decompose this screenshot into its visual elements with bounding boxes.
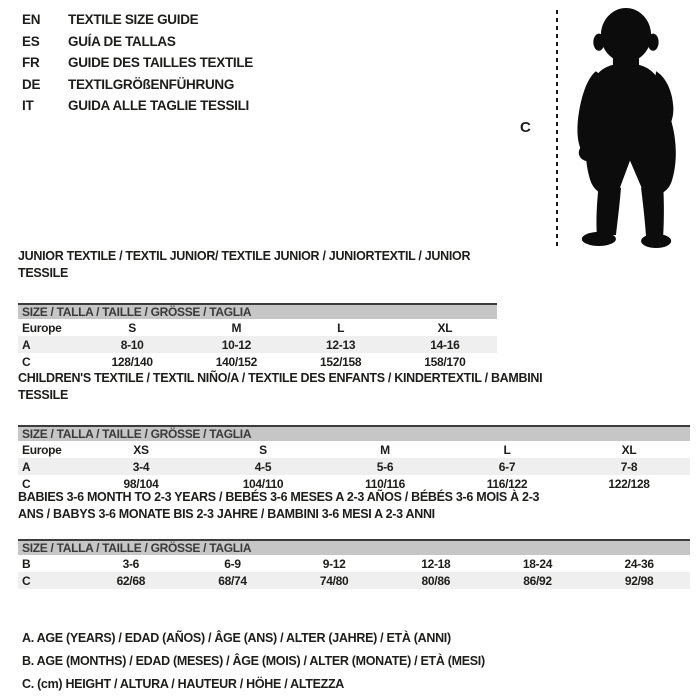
size-table [18, 555, 690, 589]
size-cell: 24-36 [624, 556, 654, 571]
row-label: Europe [22, 442, 62, 457]
language-label: GUÍA DE TALLAS [68, 33, 176, 49]
size-cell: 18-24 [522, 556, 553, 571]
size-cell: 122/128 [608, 476, 650, 491]
table-row [18, 319, 497, 336]
size-cell: 14-16 [430, 337, 460, 352]
language-row [22, 52, 253, 74]
language-row [22, 9, 253, 31]
size-cell: L [503, 442, 511, 457]
size-cell: 158/170 [424, 354, 466, 369]
size-cell: XL [437, 320, 453, 335]
size-cell: M [380, 442, 390, 457]
language-row [22, 31, 253, 53]
size-cell: 6-7 [498, 459, 516, 474]
language-code: ES [22, 33, 40, 49]
row-label: A [22, 459, 31, 474]
toddler-silhouette-icon [565, 5, 697, 248]
size-cell: 74/80 [319, 573, 349, 588]
language-code: DE [22, 76, 41, 92]
size-cell: 6-9 [224, 556, 241, 571]
size-cell: 116/122 [486, 476, 528, 491]
size-header: SIZE / TALLA / TAILLE / GRÖSSE / TAGLIA [18, 303, 497, 319]
size-cell: 10-12 [221, 337, 251, 352]
size-cell: XS [133, 442, 149, 457]
language-row [22, 95, 253, 117]
table-title: JUNIOR TEXTILE / TEXTIL JUNIOR/ TEXTILE JUNIOR / JUNIORTEXTIL / JUNIOR TESSILE [18, 249, 471, 280]
size-cell: 104/110 [242, 476, 284, 491]
size-table [18, 441, 690, 492]
table-row [18, 353, 497, 370]
legend [22, 627, 485, 696]
size-cell: 140/152 [215, 354, 258, 369]
size-cell: 152/158 [319, 354, 362, 369]
size-cell: 128/140 [111, 354, 153, 369]
table-row [18, 441, 690, 458]
height-measure-line [556, 10, 558, 246]
size-cell: 4-5 [254, 459, 272, 474]
row-label: C [22, 354, 31, 369]
language-label: GUIDE DES TAILLES TEXTILE [68, 55, 254, 71]
table-row [18, 555, 690, 572]
children-textile-section [18, 370, 690, 492]
language-label: GUIDA ALLE TAGLIE TESSILI [68, 98, 249, 114]
size-cell: 3-4 [132, 459, 150, 474]
size-cell: 62/68 [116, 573, 146, 588]
language-code: EN [22, 12, 41, 28]
size-cell: 110/116 [365, 476, 405, 491]
size-cell: 98/104 [123, 476, 159, 491]
babies-textile-section [18, 489, 690, 589]
table-title: BABIES 3-6 MONTH TO 2-3 YEARS / BEBÉS 3-6 MESES A 2-3 AÑOS / BÉBÉS 3-6 MOIS À 2-3 ANS / BABYS 3-6 MONATE BIS 2-3 JAHRE / BAMBINI 3-6 MESI A 2-3 ANNI [18, 490, 540, 521]
row-label: A [22, 337, 31, 352]
size-cell: S [128, 320, 136, 335]
language-code: IT [22, 98, 34, 114]
size-cell: 3-6 [122, 556, 140, 571]
row-label: Europe [22, 320, 62, 335]
size-header: SIZE / TALLA / TAILLE / GRÖSSE / TAGLIA [18, 425, 690, 441]
size-cell: 8-10 [120, 337, 144, 352]
junior-textile-section [18, 248, 497, 370]
legend-item: A. AGE (YEARS) / EDAD (AÑOS) / ÂGE (ANS) / ALTER (JAHRE) / ETÀ (ANNI) [22, 631, 451, 645]
language-row [22, 74, 253, 96]
size-cell: 9-12 [322, 556, 346, 571]
size-cell: 80/86 [421, 573, 451, 588]
height-measure-label: C [520, 119, 531, 136]
language-label: TEXTILE SIZE GUIDE [68, 12, 199, 28]
size-cell: 12-18 [421, 556, 451, 571]
size-cell: 5-6 [376, 459, 394, 474]
size-table [18, 319, 497, 370]
table-row [18, 572, 690, 589]
size-header: SIZE / TALLA / TAILLE / GRÖSSE / TAGLIA [18, 539, 690, 555]
size-cell: 68/74 [218, 573, 247, 588]
row-label: C [22, 476, 31, 491]
size-cell: 92/98 [624, 573, 654, 588]
language-code: FR [22, 55, 40, 71]
table-title: CHILDREN'S TEXTILE / TEXTIL NIÑO/A / TEXTILE DES ENFANTS / KINDERTEXTIL / BAMBINI TESSILE [18, 371, 543, 402]
size-cell: XL [621, 442, 637, 457]
table-row [18, 336, 497, 353]
table-row [18, 458, 690, 475]
legend-item: C. (cm) HEIGHT / ALTURA / HAUTEUR / HÖHE / ALTEZZA [22, 677, 345, 691]
language-label: TEXTILGRÖßENFÜHRUNG [68, 76, 235, 92]
size-cell: 7-8 [620, 459, 638, 474]
size-cell: L [337, 320, 345, 335]
row-label: B [22, 556, 31, 571]
size-cell: 86/92 [523, 573, 552, 588]
size-cell: S [259, 442, 267, 457]
size-cell: 12-13 [326, 337, 356, 352]
legend-item: B. AGE (MONTHS) / EDAD (MESES) / ÂGE (MOIS) / ALTER (MONATE) / ETÀ (MESI) [22, 654, 485, 668]
row-label: C [22, 573, 31, 588]
size-cell: M [231, 320, 242, 335]
language-list [22, 9, 253, 117]
